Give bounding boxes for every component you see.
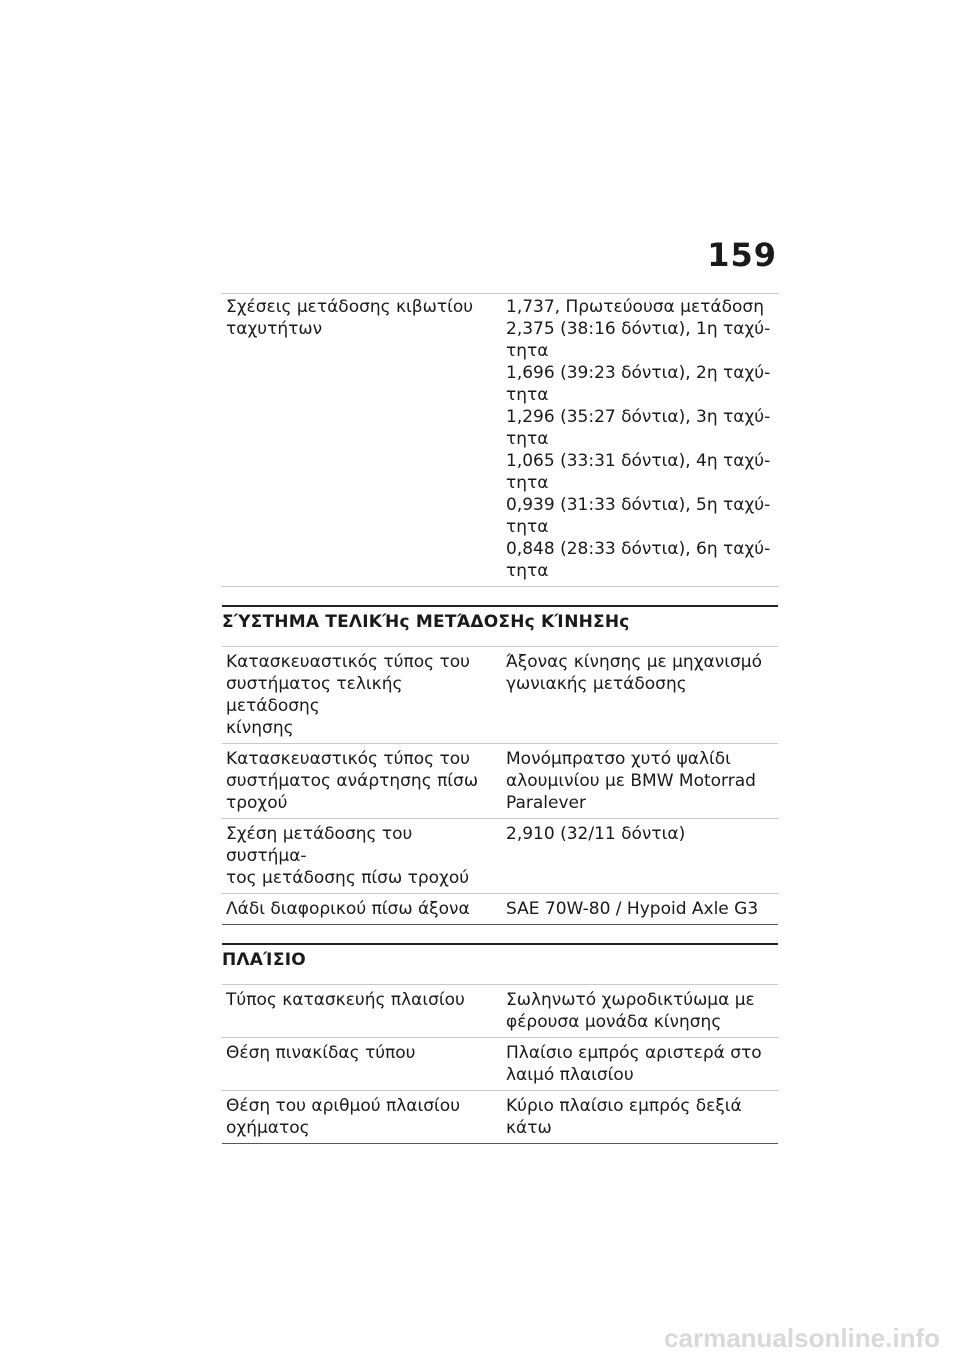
page-number: 159 [707,236,777,274]
gear-ratio: 1,696 (39:23 δόντια), 2η ταχύ- τητα [506,363,771,405]
gear-ratio: 0,939 (31:33 δόντια), 5η ταχύ- τητα [506,495,771,537]
spec-value: 2,910 (32/11 δόντια) [506,824,686,844]
spec-row [222,894,778,925]
label-line: ταχυτήτων [226,319,323,339]
spec-label: Κατασκευαστικός τύπος του συστήματος τελικής μετάδοσης κίνησης [226,652,470,738]
gearbox-ratios-label [222,296,506,582]
spec-row [222,984,778,1038]
spec-label: Τύπος κατασκευής πλαισίου [226,990,465,1010]
watermark: carmanualsonline.info [664,1323,940,1353]
spec-value: Πλαίσιο εμπρός αριστερά στο λαιμό πλαισίου [506,1043,762,1085]
spec-label: Λάδι διαφορικού πίσω άξονα [226,899,470,919]
spec-row [222,1038,778,1091]
spec-row [222,819,778,894]
spec-label: Θέση του αριθμού πλαισίου οχήματος [226,1096,461,1138]
gearbox-ratios-row [222,293,778,587]
spec-label: Σχέση μετάδοσης του συστήμα- τος μετάδοσης πίσω τροχού [226,824,470,888]
gear-ratio: 0,848 (28:33 δόντια), 6η ταχύ- τητα [506,539,771,581]
spec-value: Μονόμπρατσο χυτό ψαλίδι αλουμινίου με BMW Motorrad Paralever [506,749,756,813]
gear-ratio: 1,065 (33:31 δόντια), 4η ταχύ- τητα [506,451,771,493]
spec-label: Θέση πινακίδας τύπου [226,1043,416,1063]
spec-value: Σωληνωτό χωροδικτύωμα με φέρουσα μονάδα κίνησης [506,990,755,1032]
spec-row [222,646,778,744]
spec-content [222,293,778,1144]
section-title-final-drive: ΣΎΣΤΗΜΑ ΤΕΛΙΚΉς ΜΕΤΆΔΟΣΗς ΚΊΝΗΣΗς [222,605,778,646]
spec-row [222,1091,778,1144]
gearbox-ratios-value [506,296,778,582]
spec-value: Άξονας κίνησης με μηχανισμό γωνιακής μετάδοσης [506,652,762,694]
spec-row [222,744,778,819]
gear-ratio: 2,375 (38:16 δόντια), 1η ταχύ- τητα [506,319,771,361]
spec-value: SAE 70W-80 / Hypoid Axle G3 [506,899,759,919]
section-title-frame: ΠΛΑΊΣΙΟ [222,943,778,984]
primary-ratio: 1,737, Πρωτεύουσα μετάδοση [506,297,764,317]
label-line: Σχέσεις μετάδοσης κιβωτίου [226,297,474,317]
spec-value: Κύριο πλαίσιο εμπρός δεξιά κάτω [506,1096,742,1138]
spec-label: Κατασκευαστικός τύπος του συστήματος ανάρτησης πίσω τροχού [226,749,479,813]
gear-ratio: 1,296 (35:27 δόντια), 3η ταχύ- τητα [506,407,771,449]
